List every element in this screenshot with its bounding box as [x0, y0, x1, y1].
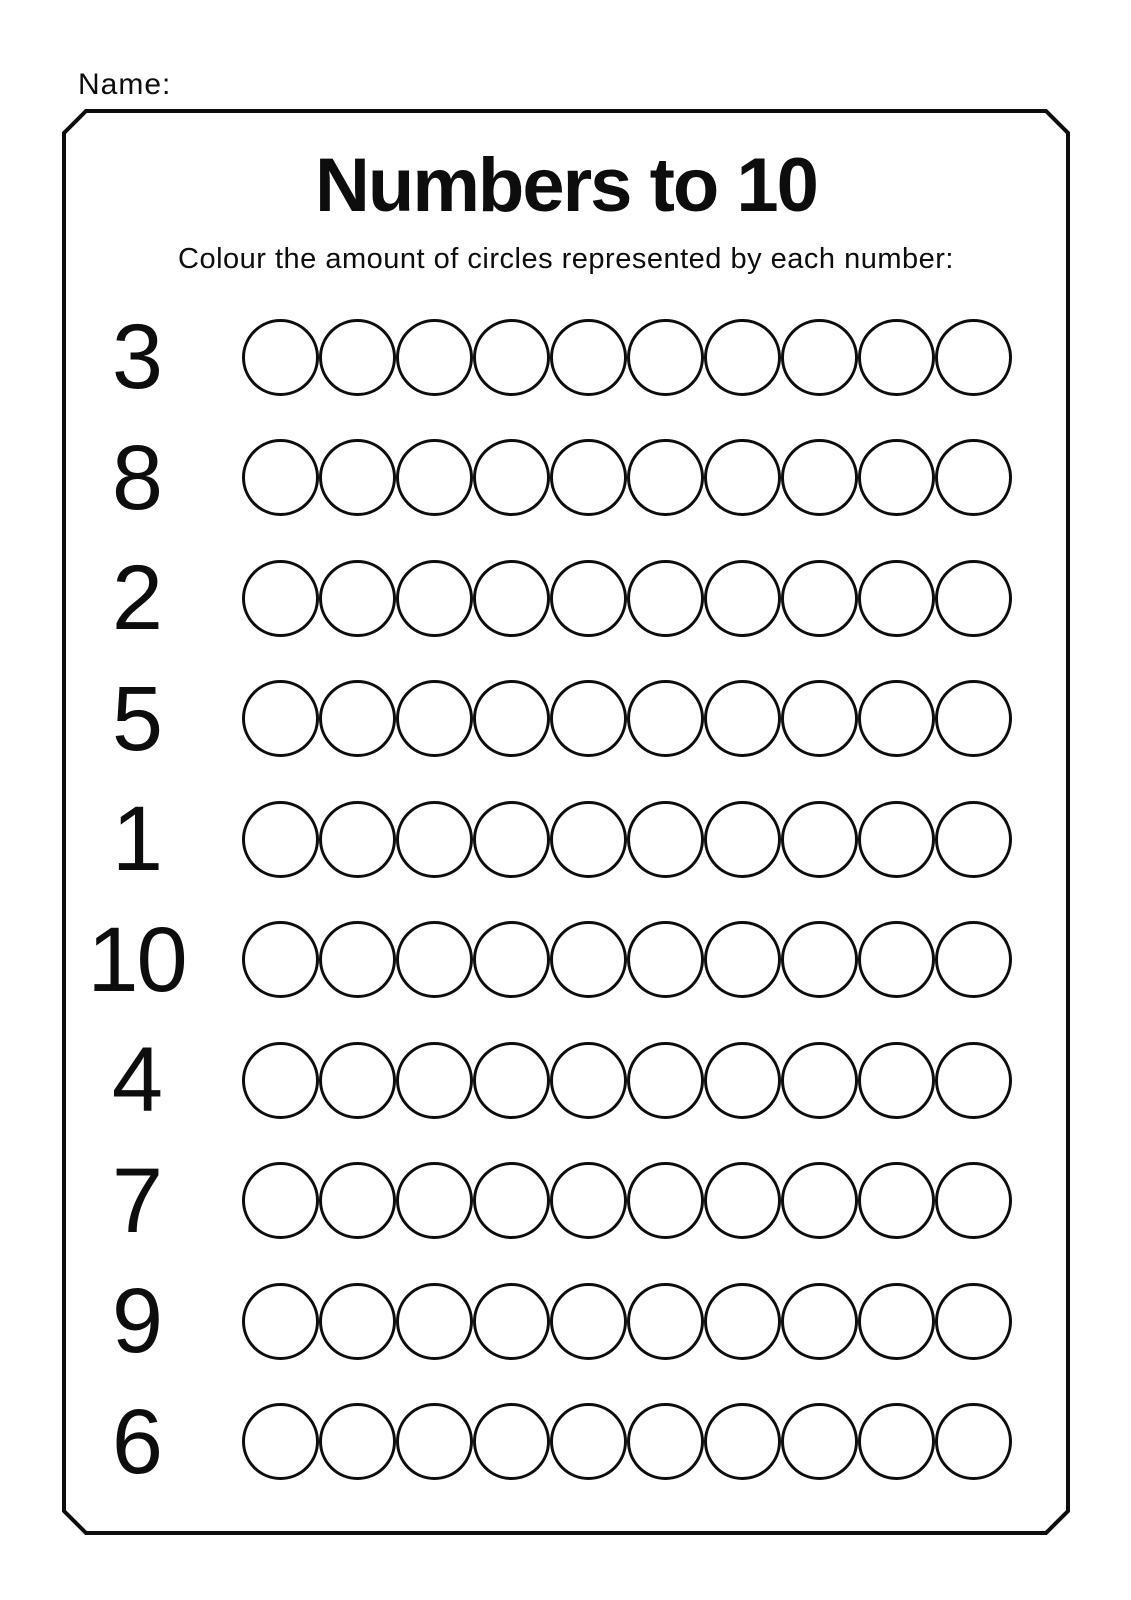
- row-number-label: 5: [111, 667, 162, 770]
- colorable-circle[interactable]: [396, 1162, 473, 1239]
- colorable-circle[interactable]: [935, 439, 1012, 516]
- colorable-circle[interactable]: [242, 680, 319, 757]
- colorable-circle[interactable]: [242, 921, 319, 998]
- colorable-circle[interactable]: [935, 1162, 1012, 1239]
- circle-strip: [242, 680, 1012, 757]
- colorable-circle[interactable]: [627, 560, 704, 637]
- colorable-circle[interactable]: [627, 1042, 704, 1119]
- circle-strip: [242, 1283, 1012, 1360]
- colorable-circle[interactable]: [704, 801, 781, 878]
- colorable-circle[interactable]: [396, 1403, 473, 1480]
- number-row: [64, 1141, 1068, 1262]
- colorable-circle[interactable]: [704, 921, 781, 998]
- colorable-circle[interactable]: [627, 1403, 704, 1480]
- colorable-circle[interactable]: [319, 801, 396, 878]
- number-row: [64, 418, 1068, 539]
- worksheet-title: Numbers to 10: [315, 143, 817, 228]
- colorable-circle[interactable]: [242, 560, 319, 637]
- colorable-circle[interactable]: [858, 921, 935, 998]
- colorable-circle[interactable]: [858, 1042, 935, 1119]
- row-number-label: 1: [111, 788, 162, 891]
- colorable-circle[interactable]: [550, 801, 627, 878]
- colorable-circle[interactable]: [781, 1162, 858, 1239]
- row-number-label: 4: [111, 1029, 162, 1132]
- row-number-label: 9: [111, 1270, 162, 1373]
- colorable-circle[interactable]: [396, 921, 473, 998]
- colorable-circle[interactable]: [242, 439, 319, 516]
- row-number-label: 2: [111, 547, 162, 650]
- colorable-circle[interactable]: [550, 1042, 627, 1119]
- colorable-circle[interactable]: [704, 439, 781, 516]
- colorable-circle[interactable]: [627, 1162, 704, 1239]
- colorable-circle[interactable]: [781, 439, 858, 516]
- colorable-circle[interactable]: [473, 801, 550, 878]
- colorable-circle[interactable]: [627, 439, 704, 516]
- colorable-circle[interactable]: [781, 1283, 858, 1360]
- number-row: [64, 779, 1068, 900]
- colorable-circle[interactable]: [781, 921, 858, 998]
- colorable-circle[interactable]: [781, 319, 858, 396]
- colorable-circle[interactable]: [473, 560, 550, 637]
- colorable-circle[interactable]: [396, 319, 473, 396]
- colorable-circle[interactable]: [473, 439, 550, 516]
- colorable-circle[interactable]: [781, 560, 858, 637]
- colorable-circle[interactable]: [704, 1042, 781, 1119]
- colorable-circle[interactable]: [858, 439, 935, 516]
- number-row: [64, 659, 1068, 780]
- colorable-circle[interactable]: [704, 680, 781, 757]
- colorable-circle[interactable]: [473, 921, 550, 998]
- colorable-circle[interactable]: [550, 680, 627, 757]
- colorable-circle[interactable]: [319, 1403, 396, 1480]
- colorable-circle[interactable]: [704, 1403, 781, 1480]
- colorable-circle[interactable]: [242, 1403, 319, 1480]
- colorable-circle[interactable]: [935, 1042, 1012, 1119]
- colorable-circle[interactable]: [396, 560, 473, 637]
- worksheet-instruction: Colour the amount of circles represented by each number:: [178, 243, 954, 275]
- colorable-circle[interactable]: [935, 680, 1012, 757]
- colorable-circle[interactable]: [627, 680, 704, 757]
- colorable-circle[interactable]: [473, 1403, 550, 1480]
- row-number-label: 7: [111, 1149, 162, 1252]
- colorable-circle[interactable]: [550, 1162, 627, 1239]
- number-row: [64, 1382, 1068, 1503]
- colorable-circle[interactable]: [935, 319, 1012, 396]
- colorable-circle[interactable]: [550, 921, 627, 998]
- colorable-circle[interactable]: [396, 1283, 473, 1360]
- colorable-circle[interactable]: [704, 319, 781, 396]
- colorable-circle[interactable]: [396, 801, 473, 878]
- colorable-circle[interactable]: [781, 680, 858, 757]
- number-row: [64, 538, 1068, 659]
- colorable-circle[interactable]: [704, 1162, 781, 1239]
- colorable-circle[interactable]: [473, 319, 550, 396]
- colorable-circle[interactable]: [781, 801, 858, 878]
- row-number-label: 10: [87, 908, 186, 1011]
- colorable-circle[interactable]: [550, 439, 627, 516]
- colorable-circle[interactable]: [242, 1283, 319, 1360]
- row-number-label: 6: [111, 1390, 162, 1493]
- circle-strip: [242, 560, 1012, 637]
- colorable-circle[interactable]: [242, 1042, 319, 1119]
- colorable-circle[interactable]: [319, 921, 396, 998]
- colorable-circle[interactable]: [550, 319, 627, 396]
- colorable-circle[interactable]: [858, 1403, 935, 1480]
- circle-strip: [242, 1042, 1012, 1119]
- name-label: Name:: [78, 68, 172, 101]
- colorable-circle[interactable]: [858, 1283, 935, 1360]
- colorable-circle[interactable]: [473, 680, 550, 757]
- colorable-circle[interactable]: [242, 319, 319, 396]
- colorable-circle[interactable]: [935, 1403, 1012, 1480]
- colorable-circle[interactable]: [781, 1403, 858, 1480]
- colorable-circle[interactable]: [242, 801, 319, 878]
- colorable-circle[interactable]: [627, 921, 704, 998]
- colorable-circle[interactable]: [627, 319, 704, 396]
- colorable-circle[interactable]: [550, 1283, 627, 1360]
- circle-strip: [242, 1162, 1012, 1239]
- colorable-circle[interactable]: [704, 560, 781, 637]
- row-number-label: 3: [111, 306, 162, 409]
- number-rows: [64, 297, 1068, 1502]
- colorable-circle[interactable]: [242, 1162, 319, 1239]
- colorable-circle[interactable]: [473, 1283, 550, 1360]
- colorable-circle[interactable]: [319, 319, 396, 396]
- colorable-circle[interactable]: [935, 1283, 1012, 1360]
- colorable-circle[interactable]: [858, 801, 935, 878]
- colorable-circle[interactable]: [319, 1042, 396, 1119]
- colorable-circle[interactable]: [473, 1162, 550, 1239]
- circle-strip: [242, 801, 1012, 878]
- colorable-circle[interactable]: [319, 680, 396, 757]
- colorable-circle[interactable]: [319, 1162, 396, 1239]
- colorable-circle[interactable]: [704, 1283, 781, 1360]
- colorable-circle[interactable]: [858, 680, 935, 757]
- colorable-circle[interactable]: [858, 560, 935, 637]
- colorable-circle[interactable]: [396, 1042, 473, 1119]
- circle-strip: [242, 319, 1012, 396]
- colorable-circle[interactable]: [858, 319, 935, 396]
- colorable-circle[interactable]: [319, 439, 396, 516]
- colorable-circle[interactable]: [550, 1403, 627, 1480]
- colorable-circle[interactable]: [319, 560, 396, 637]
- row-number-label: 8: [111, 426, 162, 529]
- number-row: [64, 900, 1068, 1021]
- circle-strip: [242, 439, 1012, 516]
- colorable-circle[interactable]: [858, 1162, 935, 1239]
- colorable-circle[interactable]: [396, 680, 473, 757]
- number-row: [64, 1020, 1068, 1141]
- colorable-circle[interactable]: [935, 921, 1012, 998]
- colorable-circle[interactable]: [550, 560, 627, 637]
- colorable-circle[interactable]: [627, 801, 704, 878]
- circle-strip: [242, 921, 1012, 998]
- circle-strip: [242, 1403, 1012, 1480]
- colorable-circle[interactable]: [319, 1283, 396, 1360]
- colorable-circle[interactable]: [473, 1042, 550, 1119]
- colorable-circle[interactable]: [935, 560, 1012, 637]
- colorable-circle[interactable]: [396, 439, 473, 516]
- colorable-circle[interactable]: [781, 1042, 858, 1119]
- number-row: [64, 1261, 1068, 1382]
- colorable-circle[interactable]: [627, 1283, 704, 1360]
- colorable-circle[interactable]: [935, 801, 1012, 878]
- number-row: [64, 297, 1068, 418]
